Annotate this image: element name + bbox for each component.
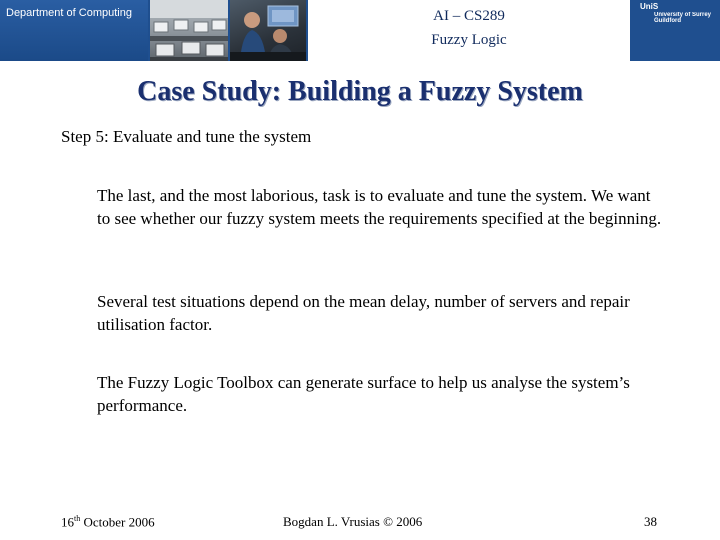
course-title: AI – CS289 bbox=[433, 8, 505, 24]
footer-date-suffix: th bbox=[74, 514, 81, 523]
department-label: Department of Computing bbox=[6, 7, 132, 19]
page-number: 38 bbox=[644, 514, 657, 529]
department-panel bbox=[0, 0, 148, 61]
computer-lab-photo-art bbox=[150, 0, 228, 61]
course-panel bbox=[308, 0, 630, 61]
computer-lab-photo bbox=[150, 0, 228, 61]
students-photo-art bbox=[230, 0, 306, 61]
university-name: University of Surrey Guildford bbox=[654, 12, 712, 24]
header-banner bbox=[0, 0, 720, 61]
footer-author: Bogdan L. Vrusias © 2006 bbox=[283, 514, 423, 529]
students-photo bbox=[230, 0, 306, 61]
paragraph-test-situations: Several test situations depend on the mean delay, number of servers and repair utilisation factor. bbox=[97, 292, 630, 334]
footer-date-rest: October 2006 bbox=[80, 514, 155, 530]
slide-title: Case Study: Building a Fuzzy System bbox=[137, 76, 583, 107]
step-heading: Step 5: Evaluate and tune the system bbox=[61, 127, 312, 146]
course-subtitle: Fuzzy Logic bbox=[431, 32, 507, 48]
paragraph-toolbox: The Fuzzy Logic Toolbox can generate surface to help us analyse the system’s performance. bbox=[97, 373, 630, 415]
footer-date-day: 16 bbox=[61, 514, 74, 530]
paragraph-evaluate: The last, and the most laborious, task is to evaluate and tune the system. We want to see whether our fuzzy system meets the requirements specified at the beginning. bbox=[97, 186, 662, 228]
university-logo: UniS bbox=[640, 2, 659, 11]
footer-date bbox=[61, 514, 155, 530]
